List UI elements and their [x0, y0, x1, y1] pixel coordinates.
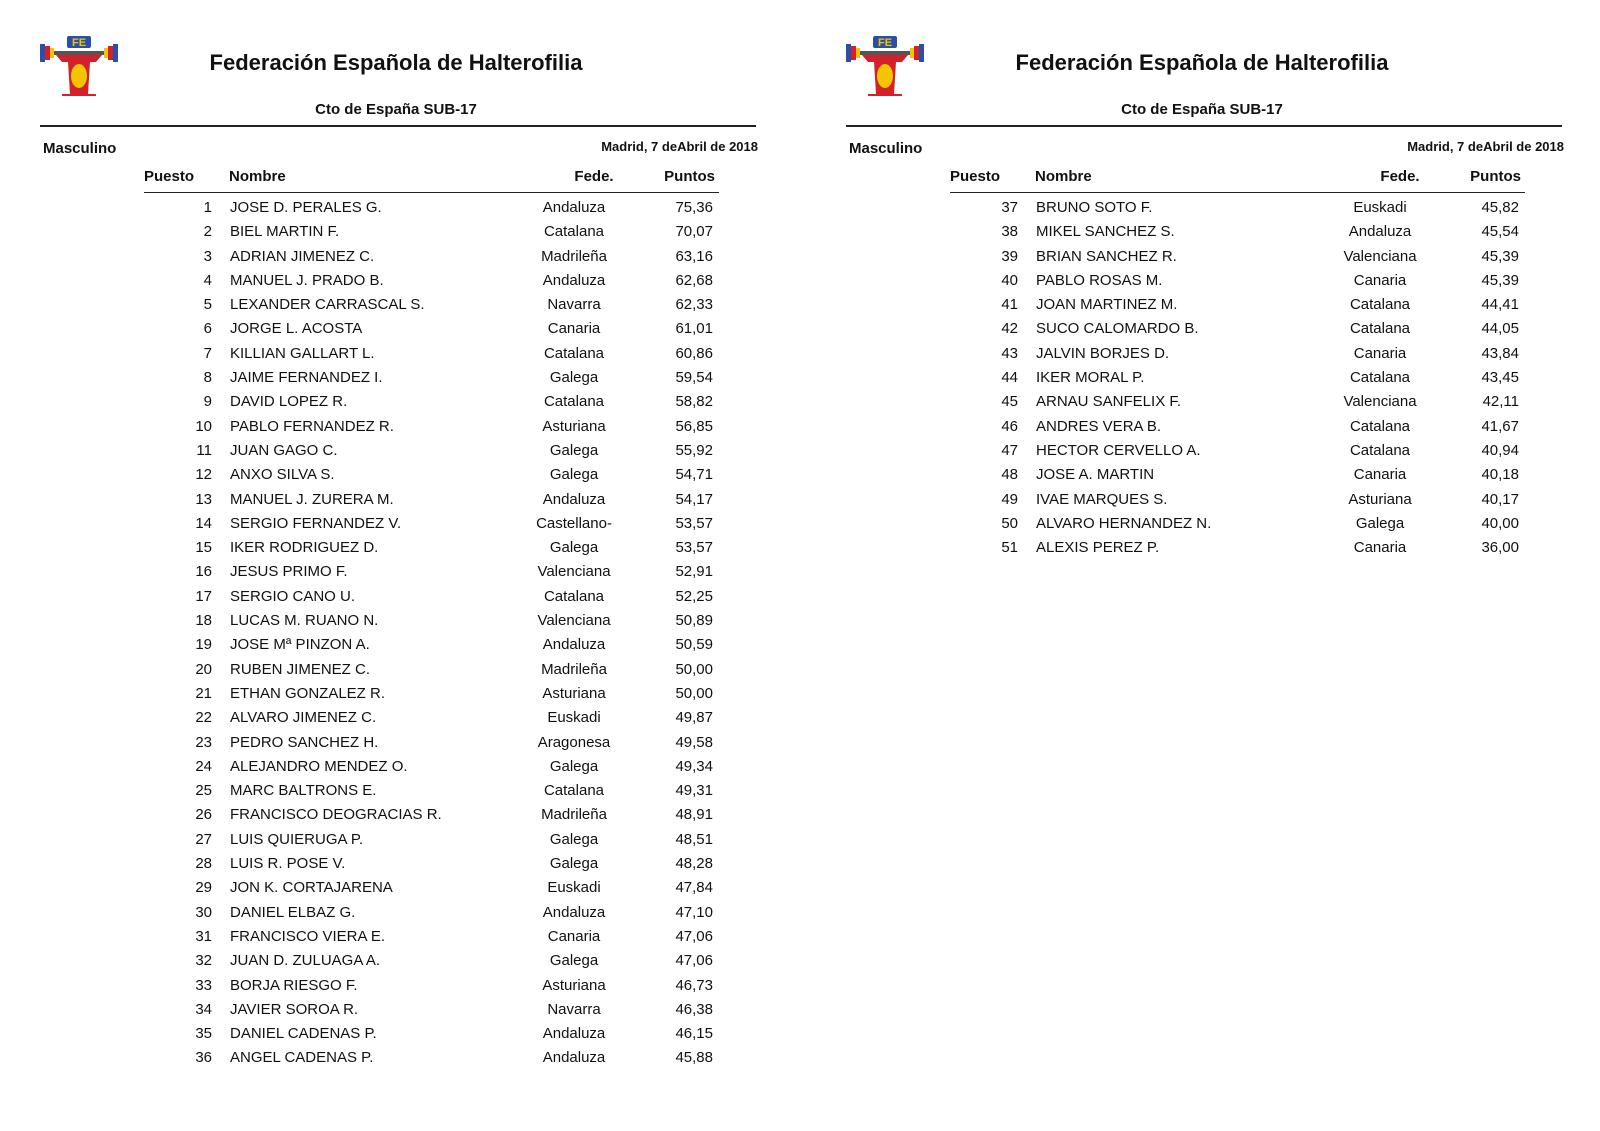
cell-fede: Madrileña [541, 660, 607, 678]
table-row [144, 463, 719, 487]
table-row [144, 439, 719, 463]
cell-puesto: 11 [196, 441, 212, 459]
cell-puntos: 62,33 [675, 296, 713, 314]
cell-fede: Navarra [547, 296, 601, 314]
cell-nombre: IVAE MARQUES S. [1036, 490, 1168, 508]
table-row [144, 731, 719, 755]
table-row [144, 658, 719, 682]
table-row [950, 245, 1525, 269]
championship-title: Cto de España SUB-17 [1121, 101, 1283, 118]
cell-puesto: 9 [203, 393, 212, 411]
cell-fede: Canaria [547, 320, 601, 338]
table-row [144, 949, 719, 973]
cell-fede: Euskadi [547, 879, 601, 897]
cell-puesto: 26 [195, 806, 212, 824]
cell-puesto: 34 [195, 1000, 212, 1018]
cell-nombre: LUCAS M. RUANO N. [230, 612, 379, 630]
cell-puesto: 4 [203, 271, 212, 289]
cell-puntos: 42,11 [1482, 393, 1519, 411]
cell-puntos: 56,85 [675, 417, 713, 435]
cell-puesto: 8 [203, 369, 212, 387]
table-row [144, 1022, 719, 1046]
cell-fede: Catalana [1349, 296, 1411, 314]
header-divider [40, 125, 756, 127]
cell-puntos: 40,17 [1481, 490, 1519, 508]
cell-puesto: 47 [1001, 441, 1018, 459]
cell-puntos: 45,88 [675, 1049, 713, 1067]
cell-puntos: 48,91 [675, 806, 713, 824]
cell-fede: Galega [549, 952, 599, 970]
cell-puntos: 54,71 [675, 466, 713, 484]
cell-puntos: 49,58 [675, 733, 713, 751]
table-row [950, 536, 1525, 560]
results-table-header [144, 168, 719, 193]
category-label: Masculino [43, 140, 117, 157]
table-row [144, 633, 719, 657]
cell-puntos: 46,15 [675, 1025, 713, 1043]
cell-puesto: 1 [203, 199, 212, 216]
cell-puntos: 47,10 [675, 903, 713, 921]
cell-nombre: ADRIAN JIMENEZ C. [230, 247, 375, 265]
table-row [950, 512, 1525, 536]
cell-puntos: 55,92 [675, 441, 713, 459]
cell-nombre: KILLIAN GALLART L. [230, 344, 375, 362]
cell-nombre: JOSE Mª PINZON A. [230, 636, 370, 654]
cell-fede: Galega [549, 830, 599, 848]
table-row [144, 245, 719, 269]
table-row [950, 293, 1525, 317]
table-row [950, 463, 1525, 487]
table-row [144, 512, 719, 536]
column-header-puesto: Puesto [144, 168, 195, 185]
cell-puntos: 46,73 [675, 976, 713, 994]
cell-fede: Catalana [543, 344, 605, 362]
cell-fede: Asturiana [542, 976, 606, 994]
table-row [144, 196, 719, 220]
table-row [144, 415, 719, 439]
results-table-body [144, 196, 719, 1071]
cell-puntos: 54,17 [675, 490, 713, 508]
table-row [950, 439, 1525, 463]
cell-nombre: BIEL MARTIN F. [230, 223, 340, 241]
cell-nombre: SERGIO FERNANDEZ V. [230, 514, 402, 532]
cell-fede: Catalana [1349, 369, 1411, 387]
cell-nombre: FRANCISCO VIERA E. [230, 927, 386, 945]
cell-fede: Andaluza [542, 903, 606, 921]
cell-fede: Catalana [543, 587, 605, 605]
cell-puesto: 48 [1001, 466, 1018, 484]
cell-nombre: JOAN MARTINEZ M. [1036, 296, 1178, 314]
cell-puesto: 40 [1001, 271, 1018, 289]
cell-puntos: 45,39 [1481, 271, 1519, 289]
cell-nombre: FRANCISCO DEOGRACIAS R. [230, 806, 442, 824]
cell-nombre: LUIS R. POSE V. [230, 855, 346, 873]
cell-puntos: 70,07 [675, 223, 713, 241]
cell-puntos: 40,94 [1481, 441, 1519, 459]
cell-puesto: 20 [195, 660, 212, 678]
cell-puesto: 42 [1001, 320, 1018, 338]
table-row [144, 828, 719, 852]
table-row [144, 852, 719, 876]
column-header-fede: Fede. [1380, 168, 1420, 185]
cell-puesto: 32 [195, 952, 212, 970]
cell-puesto: 6 [203, 320, 212, 338]
table-row [144, 803, 719, 827]
cell-puesto: 45 [1001, 393, 1018, 411]
cell-nombre: JON K. CORTAJARENA [230, 879, 393, 897]
cell-puesto: 17 [195, 587, 212, 605]
federation-title: Federación Española de Halterofilia [1015, 50, 1389, 75]
cell-puesto: 15 [195, 539, 212, 557]
column-header-nombre: Nombre [1035, 168, 1092, 185]
cell-fede: Galega [549, 855, 599, 873]
cell-fede: Galega [549, 757, 599, 775]
cell-puntos: 36,00 [1481, 539, 1519, 557]
cell-fede: Andaluza [542, 271, 606, 289]
cell-puntos: 50,00 [675, 660, 713, 678]
cell-puesto: 41 [1001, 296, 1018, 314]
cell-puesto: 16 [195, 563, 212, 581]
cell-puntos: 48,51 [675, 830, 713, 848]
cell-puesto: 3 [203, 247, 212, 265]
cell-nombre: DANIEL ELBAZ G. [230, 903, 356, 921]
cell-puesto: 21 [195, 684, 212, 702]
place-date: Madrid, 7 deAbril de 2018 [1407, 139, 1564, 154]
table-row [144, 390, 719, 414]
cell-nombre: ETHAN GONZALEZ R. [230, 684, 386, 702]
cell-fede: Galega [549, 441, 599, 459]
cell-nombre: LUIS QUIERUGA P. [230, 830, 364, 848]
cell-puntos: 52,91 [675, 563, 713, 581]
cell-puntos: 40,18 [1481, 466, 1519, 484]
column-header-nombre: Nombre [229, 168, 286, 185]
cell-puntos: 50,00 [675, 684, 713, 702]
cell-puesto: 35 [195, 1025, 212, 1043]
cell-puesto: 50 [1001, 514, 1018, 532]
column-header-puesto: Puesto [950, 168, 1001, 185]
cell-nombre: RUBEN JIMENEZ C. [230, 660, 371, 678]
cell-nombre: JAIME FERNANDEZ I. [230, 369, 383, 387]
table-row [950, 269, 1525, 293]
cell-fede: Valenciana [537, 612, 611, 630]
cell-puntos: 58,82 [675, 393, 713, 411]
cell-puesto: 22 [195, 709, 212, 727]
cell-nombre: ANDRES VERA B. [1036, 417, 1162, 435]
cell-fede: Andaluza [1348, 223, 1412, 241]
cell-puntos: 52,25 [675, 587, 713, 605]
cell-puntos: 47,06 [675, 927, 713, 945]
cell-puntos: 49,34 [675, 757, 713, 775]
cell-puesto: 7 [203, 344, 212, 362]
cell-fede: Asturiana [1348, 490, 1412, 508]
cell-puesto: 10 [195, 417, 212, 435]
cell-puntos: 49,31 [675, 782, 713, 800]
cell-puesto: 38 [1001, 223, 1018, 241]
cell-nombre: PABLO ROSAS M. [1036, 271, 1163, 289]
cell-puesto: 44 [1001, 369, 1018, 387]
cell-fede: Euskadi [1353, 199, 1407, 216]
cell-nombre: DAVID LOPEZ R. [230, 393, 348, 411]
table-row [950, 390, 1525, 414]
cell-nombre: ARNAU SANFELIX F. [1036, 393, 1182, 411]
cell-puesto: 30 [195, 903, 212, 921]
cell-nombre: BRUNO SOTO F. [1036, 199, 1153, 216]
table-row [950, 220, 1525, 244]
cell-puntos: 45,39 [1481, 247, 1519, 265]
cell-nombre: JESUS PRIMO F. [230, 563, 348, 581]
cell-fede: Canaria [547, 927, 601, 945]
table-row [144, 925, 719, 949]
cell-puesto: 24 [195, 757, 212, 775]
cell-puntos: 61,01 [675, 320, 713, 338]
cell-nombre: BORJA RIESGO F. [230, 976, 358, 994]
cell-puntos: 44,41 [1481, 296, 1519, 314]
cell-nombre: MARC BALTRONS E. [230, 782, 377, 800]
cell-puntos: 62,68 [675, 271, 713, 289]
cell-nombre: JOSE D. PERALES G. [230, 199, 382, 216]
cell-nombre: ANXO SILVA S. [230, 466, 335, 484]
cell-fede: Galega [1355, 514, 1405, 532]
table-row [144, 560, 719, 584]
cell-fede: Valenciana [1343, 247, 1417, 265]
cell-puntos: 59,54 [675, 369, 713, 387]
cell-fede: Catalana [543, 393, 605, 411]
cell-nombre: IKER RODRIGUEZ D. [230, 539, 379, 557]
table-row [144, 974, 719, 998]
cell-puntos: 45,54 [1481, 223, 1519, 241]
cell-fede: Castellano- [536, 514, 612, 532]
cell-puesto: 19 [195, 636, 212, 654]
cell-nombre: JALVIN BORJES D. [1036, 344, 1170, 362]
svg-text:FE: FE [877, 37, 893, 49]
cell-puntos: 75,36 [675, 199, 713, 216]
category-label: Masculino [849, 140, 923, 157]
cell-nombre: HECTOR CERVELLO A. [1036, 441, 1201, 459]
cell-fede: Valenciana [1343, 393, 1417, 411]
cell-fede: Catalana [543, 223, 605, 241]
cell-fede: Andaluza [542, 1049, 606, 1067]
cell-puesto: 14 [195, 514, 212, 532]
cell-puntos: 47,84 [675, 879, 713, 897]
cell-nombre: SERGIO CANO U. [230, 587, 356, 605]
cell-nombre: ALEJANDRO MENDEZ O. [230, 757, 408, 775]
cell-fede: Galega [549, 466, 599, 484]
table-row [144, 293, 719, 317]
cell-fede: Canaria [1353, 539, 1407, 557]
results-table-header [950, 168, 1525, 193]
results-table-body [950, 196, 1525, 560]
cell-puesto: 23 [195, 733, 212, 751]
cell-fede: Asturiana [542, 417, 606, 435]
cell-puesto: 49 [1001, 490, 1018, 508]
table-row [144, 269, 719, 293]
cell-puesto: 29 [195, 879, 212, 897]
cell-nombre: ANGEL CADENAS P. [230, 1049, 374, 1067]
table-row [144, 876, 719, 900]
table-row [144, 755, 719, 779]
table-row [950, 366, 1525, 390]
table-row [144, 536, 719, 560]
cell-puesto: 18 [195, 612, 212, 630]
cell-puntos: 63,16 [675, 247, 713, 265]
cell-puesto: 31 [195, 927, 212, 945]
cell-fede: Catalana [1349, 417, 1411, 435]
table-row [144, 220, 719, 244]
cell-fede: Andaluza [542, 490, 606, 508]
cell-puesto: 27 [195, 830, 212, 848]
cell-puntos: 47,06 [675, 952, 713, 970]
cell-nombre: MIKEL SANCHEZ S. [1036, 223, 1175, 241]
cell-puesto: 46 [1001, 417, 1018, 435]
cell-puntos: 53,57 [675, 539, 713, 557]
cell-fede: Andaluza [542, 199, 606, 216]
cell-fede: Catalana [543, 782, 605, 800]
cell-puesto: 51 [1001, 539, 1018, 557]
cell-puntos: 43,45 [1481, 369, 1519, 387]
cell-fede: Canaria [1353, 466, 1407, 484]
championship-title: Cto de España SUB-17 [315, 101, 477, 118]
table-row [144, 342, 719, 366]
table-row [144, 1046, 719, 1070]
cell-nombre: ALVARO HERNANDEZ N. [1036, 514, 1212, 532]
cell-puntos: 53,57 [675, 514, 713, 532]
cell-nombre: PABLO FERNANDEZ R. [230, 417, 394, 435]
column-header-fede: Fede. [574, 168, 614, 185]
cell-puesto: 25 [195, 782, 212, 800]
cell-fede: Euskadi [547, 709, 601, 727]
cell-puesto: 5 [203, 296, 212, 314]
column-header-puntos: Puntos [664, 168, 715, 185]
cell-puntos: 50,59 [675, 636, 713, 654]
svg-text:FE: FE [71, 37, 87, 49]
cell-puesto: 43 [1001, 344, 1018, 362]
table-row [144, 682, 719, 706]
results-page-left [36, 0, 796, 1131]
cell-nombre: ALEXIS PEREZ P. [1036, 539, 1160, 557]
table-row [144, 901, 719, 925]
cell-fede: Navarra [547, 1000, 601, 1018]
table-row [950, 488, 1525, 512]
table-row [950, 196, 1525, 220]
cell-nombre: BRIAN SANCHEZ R. [1036, 247, 1177, 265]
table-row [144, 706, 719, 730]
cell-fede: Aragonesa [537, 733, 611, 751]
cell-puntos: 50,89 [675, 612, 713, 630]
cell-puntos: 60,86 [675, 344, 713, 362]
cell-puesto: 28 [195, 855, 212, 873]
table-row [144, 609, 719, 633]
cell-puntos: 45,82 [1481, 199, 1519, 216]
cell-fede: Asturiana [542, 684, 606, 702]
cell-nombre: SUCO CALOMARDO B. [1036, 320, 1199, 338]
cell-fede: Madrileña [541, 806, 607, 824]
cell-fede: Canaria [1353, 271, 1407, 289]
cell-nombre: JUAN GAGO C. [230, 441, 338, 459]
cell-nombre: JUAN D. ZULUAGA A. [230, 952, 381, 970]
cell-fede: Andaluza [542, 1025, 606, 1043]
cell-fede: Catalana [1349, 441, 1411, 459]
cell-puntos: 46,38 [675, 1000, 713, 1018]
cell-puesto: 2 [203, 223, 212, 241]
table-row [950, 342, 1525, 366]
table-row [144, 366, 719, 390]
cell-puesto: 37 [1001, 199, 1018, 216]
cell-nombre: MANUEL J. ZURERA M. [230, 490, 394, 508]
cell-nombre: JOSE A. MARTIN [1036, 466, 1155, 484]
column-header-puntos: Puntos [1470, 168, 1521, 185]
cell-puesto: 13 [195, 490, 212, 508]
cell-fede: Madrileña [541, 247, 607, 265]
cell-fede: Andaluza [542, 636, 606, 654]
cell-puesto: 39 [1001, 247, 1018, 265]
cell-nombre: DANIEL CADENAS P. [230, 1025, 377, 1043]
cell-nombre: MANUEL J. PRADO B. [230, 271, 384, 289]
cell-puesto: 33 [195, 976, 212, 994]
cell-fede: Valenciana [537, 563, 611, 581]
results-page-right [842, 0, 1600, 1131]
table-row [144, 998, 719, 1022]
table-row [950, 317, 1525, 341]
cell-nombre: JAVIER SOROA R. [230, 1000, 359, 1018]
table-row [144, 585, 719, 609]
cell-puntos: 48,28 [675, 855, 713, 873]
table-row [144, 779, 719, 803]
cell-nombre: ALVARO JIMENEZ C. [230, 709, 377, 727]
cell-puesto: 12 [195, 466, 212, 484]
cell-fede: Galega [549, 369, 599, 387]
table-row [144, 317, 719, 341]
cell-puntos: 43,84 [1481, 344, 1519, 362]
header-divider [846, 125, 1562, 127]
cell-nombre: IKER MORAL P. [1036, 369, 1145, 387]
cell-puntos: 44,05 [1481, 320, 1519, 338]
cell-nombre: JORGE L. ACOSTA [230, 320, 363, 338]
cell-puntos: 40,00 [1481, 514, 1519, 532]
cell-puntos: 49,87 [675, 709, 713, 727]
table-row [144, 488, 719, 512]
place-date: Madrid, 7 deAbril de 2018 [601, 139, 758, 154]
cell-fede: Galega [549, 539, 599, 557]
federation-title: Federación Española de Halterofilia [209, 50, 583, 75]
table-row [950, 415, 1525, 439]
cell-puntos: 41,67 [1481, 417, 1519, 435]
cell-nombre: LEXANDER CARRASCAL S. [230, 296, 425, 314]
cell-nombre: PEDRO SANCHEZ H. [230, 733, 379, 751]
cell-fede: Canaria [1353, 344, 1407, 362]
cell-puesto: 36 [195, 1049, 212, 1067]
cell-fede: Catalana [1349, 320, 1411, 338]
